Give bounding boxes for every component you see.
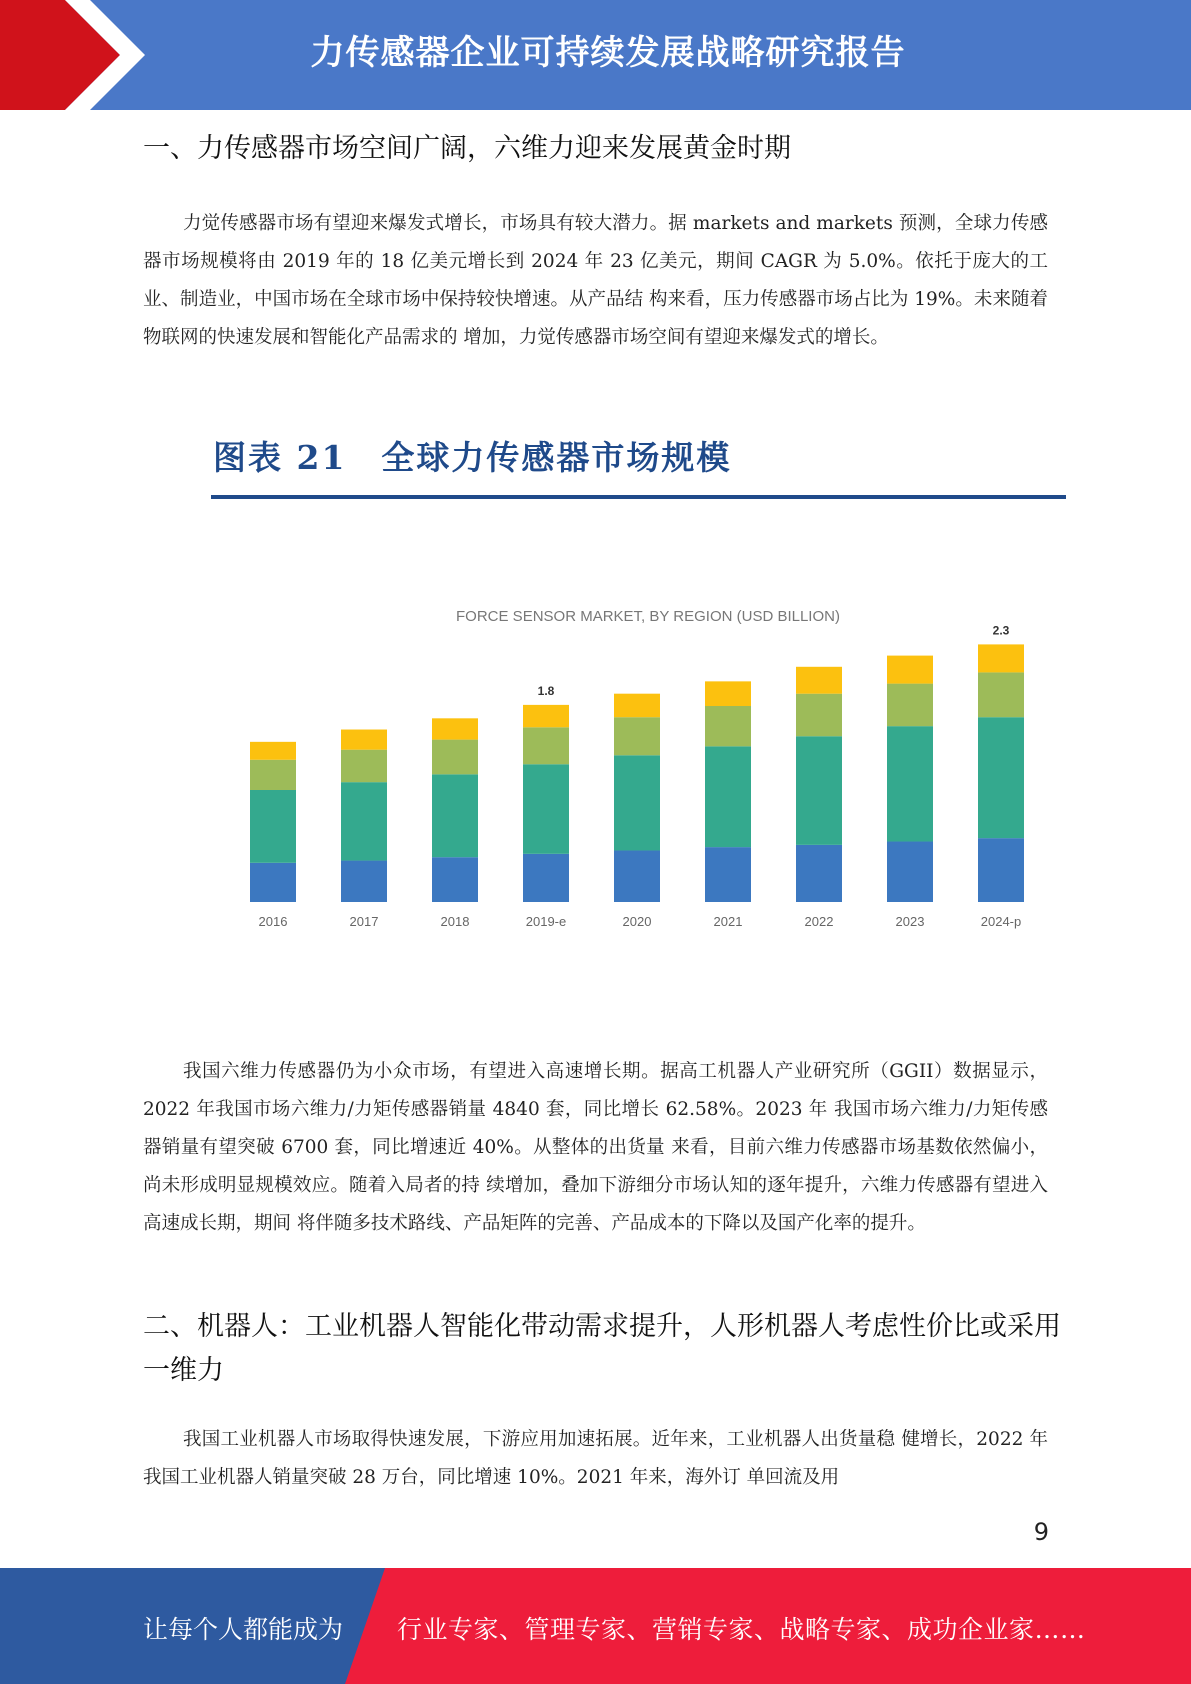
bar-segment-2023-1	[887, 842, 933, 902]
data-label-2024-p: 2.3	[992, 623, 1010, 638]
bar-segment-2018-1	[432, 857, 478, 902]
bar-segment-2022-3	[796, 694, 842, 737]
bar-segment-2019-e-1	[523, 854, 569, 902]
bar-segment-2016-3	[250, 760, 296, 790]
bar-segment-2021-1	[705, 847, 751, 902]
section-2-heading: 二、机器人：工业机器人智能化带动需求提升，人形机器人考虑性价比或采用一维力	[143, 1311, 1061, 1386]
page-header-title: 力传感器企业可持续发展战略研究报告	[310, 33, 906, 73]
x-tick-label: 2017	[349, 914, 379, 929]
x-tick-label: 2019-e	[525, 914, 567, 929]
section-1-paragraph: 力觉传感器市场有望迎来爆发式增长，市场具有较大潜力。据 markets and markets 预测，全球力传感器市场规模将由 2019 年的 18 亿美元增长到 2024 年 23 亿美元，期间 CAGR 为 5.0%。依托于庞大的工业、制造业，中国市场在全球市场中保持较快增速。从产品结 构来看，压力传感器市场占比为 19%。未来随着物联网的快速发展和智能化产品需求的 增加，力觉传感器市场空间有望迎来爆发式的增长。	[143, 213, 1048, 348]
bar-segment-2017-1	[341, 861, 387, 902]
section-2-paragraph: 我国工业机器人市场取得快速发展，下游应用加速拓展。近年来，工业机器人出货量稳 健增长，2022 年我国工业机器人销量突破 28 万台，同比增速 10%。2021 年来，海外订 单回流及用	[143, 1429, 1048, 1488]
data-label-2019-e: 1.8	[537, 683, 555, 698]
bar-segment-2017-3	[341, 750, 387, 782]
x-tick-label: 2020	[622, 914, 652, 929]
footer-slogan-left: 让每个人都能成为	[143, 1615, 344, 1644]
figure-caption-rule	[211, 495, 1066, 499]
bar-segment-2017-2	[341, 782, 387, 860]
chart-title: FORCE SENSOR MARKET, BY REGION (USD BILLION)	[456, 608, 840, 625]
bar-segment-2016-2	[250, 790, 296, 863]
x-tick-label: 2021	[713, 914, 743, 929]
x-tick-label: 2024-p	[980, 914, 1022, 929]
bar-segment-2024-p-1	[978, 838, 1024, 902]
bar-segment-2018-2	[432, 774, 478, 857]
bar-segment-2022-2	[796, 736, 842, 845]
bar-segment-2020-2	[614, 755, 660, 850]
bar-segment-2022-4	[796, 667, 842, 694]
bar-segment-2019-e-2	[523, 764, 569, 854]
figure-caption: 图表 21 全球力传感器市场规模	[213, 438, 732, 477]
x-tick-label: 2022	[804, 914, 834, 929]
bar-segment-2016-4	[250, 742, 296, 760]
header-bar	[0, 0, 1191, 110]
x-tick-label: 2023	[895, 914, 925, 929]
section-1b-paragraph: 我国六维力传感器仍为小众市场，有望进入高速增长期。据高工机器人产业研究所（GGII）数据显示，2022 年我国市场六维力/力矩传感器销量 4840 套，同比增长 62.58%。2023 年 我国市场六维力/力矩传感器销量有望突破 6700 套，同比增速近 40%。从整体的出货量 来看，目前六维力传感器市场基数依然偏小，尚未形成明显规模效应。随着入局者的持 续增加，叠加下游细分市场认知的逐年提升，六维力传感器有望进入高速成长期，期间 将伴随多技术路线、产品矩阵的完善、产品成本的下降以及国产化率的提升。	[143, 1061, 1048, 1234]
bar-segment-2023-2	[887, 726, 933, 841]
force-sensor-market-chart	[230, 595, 1040, 935]
bar-segment-2018-3	[432, 740, 478, 775]
bar-segment-2024-p-4	[978, 644, 1024, 672]
bar-segment-2019-e-4	[523, 705, 569, 727]
bar-segment-2023-4	[887, 656, 933, 684]
bar-segment-2021-4	[705, 681, 751, 706]
section-1-heading: 一、力传感器市场空间广阔，六维力迎来发展黄金时期	[143, 133, 791, 164]
bar-segment-2017-4	[341, 730, 387, 750]
bar-segment-2016-1	[250, 863, 296, 902]
page-number: 9	[1033, 1518, 1049, 1546]
bar-segment-2018-4	[432, 718, 478, 739]
bar-segment-2024-p-2	[978, 717, 1024, 838]
bar-segment-2022-1	[796, 845, 842, 902]
bar-segment-2021-3	[705, 706, 751, 746]
bar-segment-2019-e-3	[523, 727, 569, 764]
footer-slogan-right: 行业专家、管理专家、营销专家、战略专家、成功企业家……	[397, 1615, 1086, 1644]
bar-segment-2023-3	[887, 684, 933, 727]
bar-segment-2024-p-3	[978, 672, 1024, 717]
bar-segment-2020-3	[614, 717, 660, 755]
x-tick-label: 2016	[258, 914, 288, 929]
bar-segment-2021-2	[705, 746, 751, 847]
bar-segment-2020-1	[614, 850, 660, 902]
x-tick-label: 2018	[440, 914, 470, 929]
bar-segment-2020-4	[614, 694, 660, 718]
